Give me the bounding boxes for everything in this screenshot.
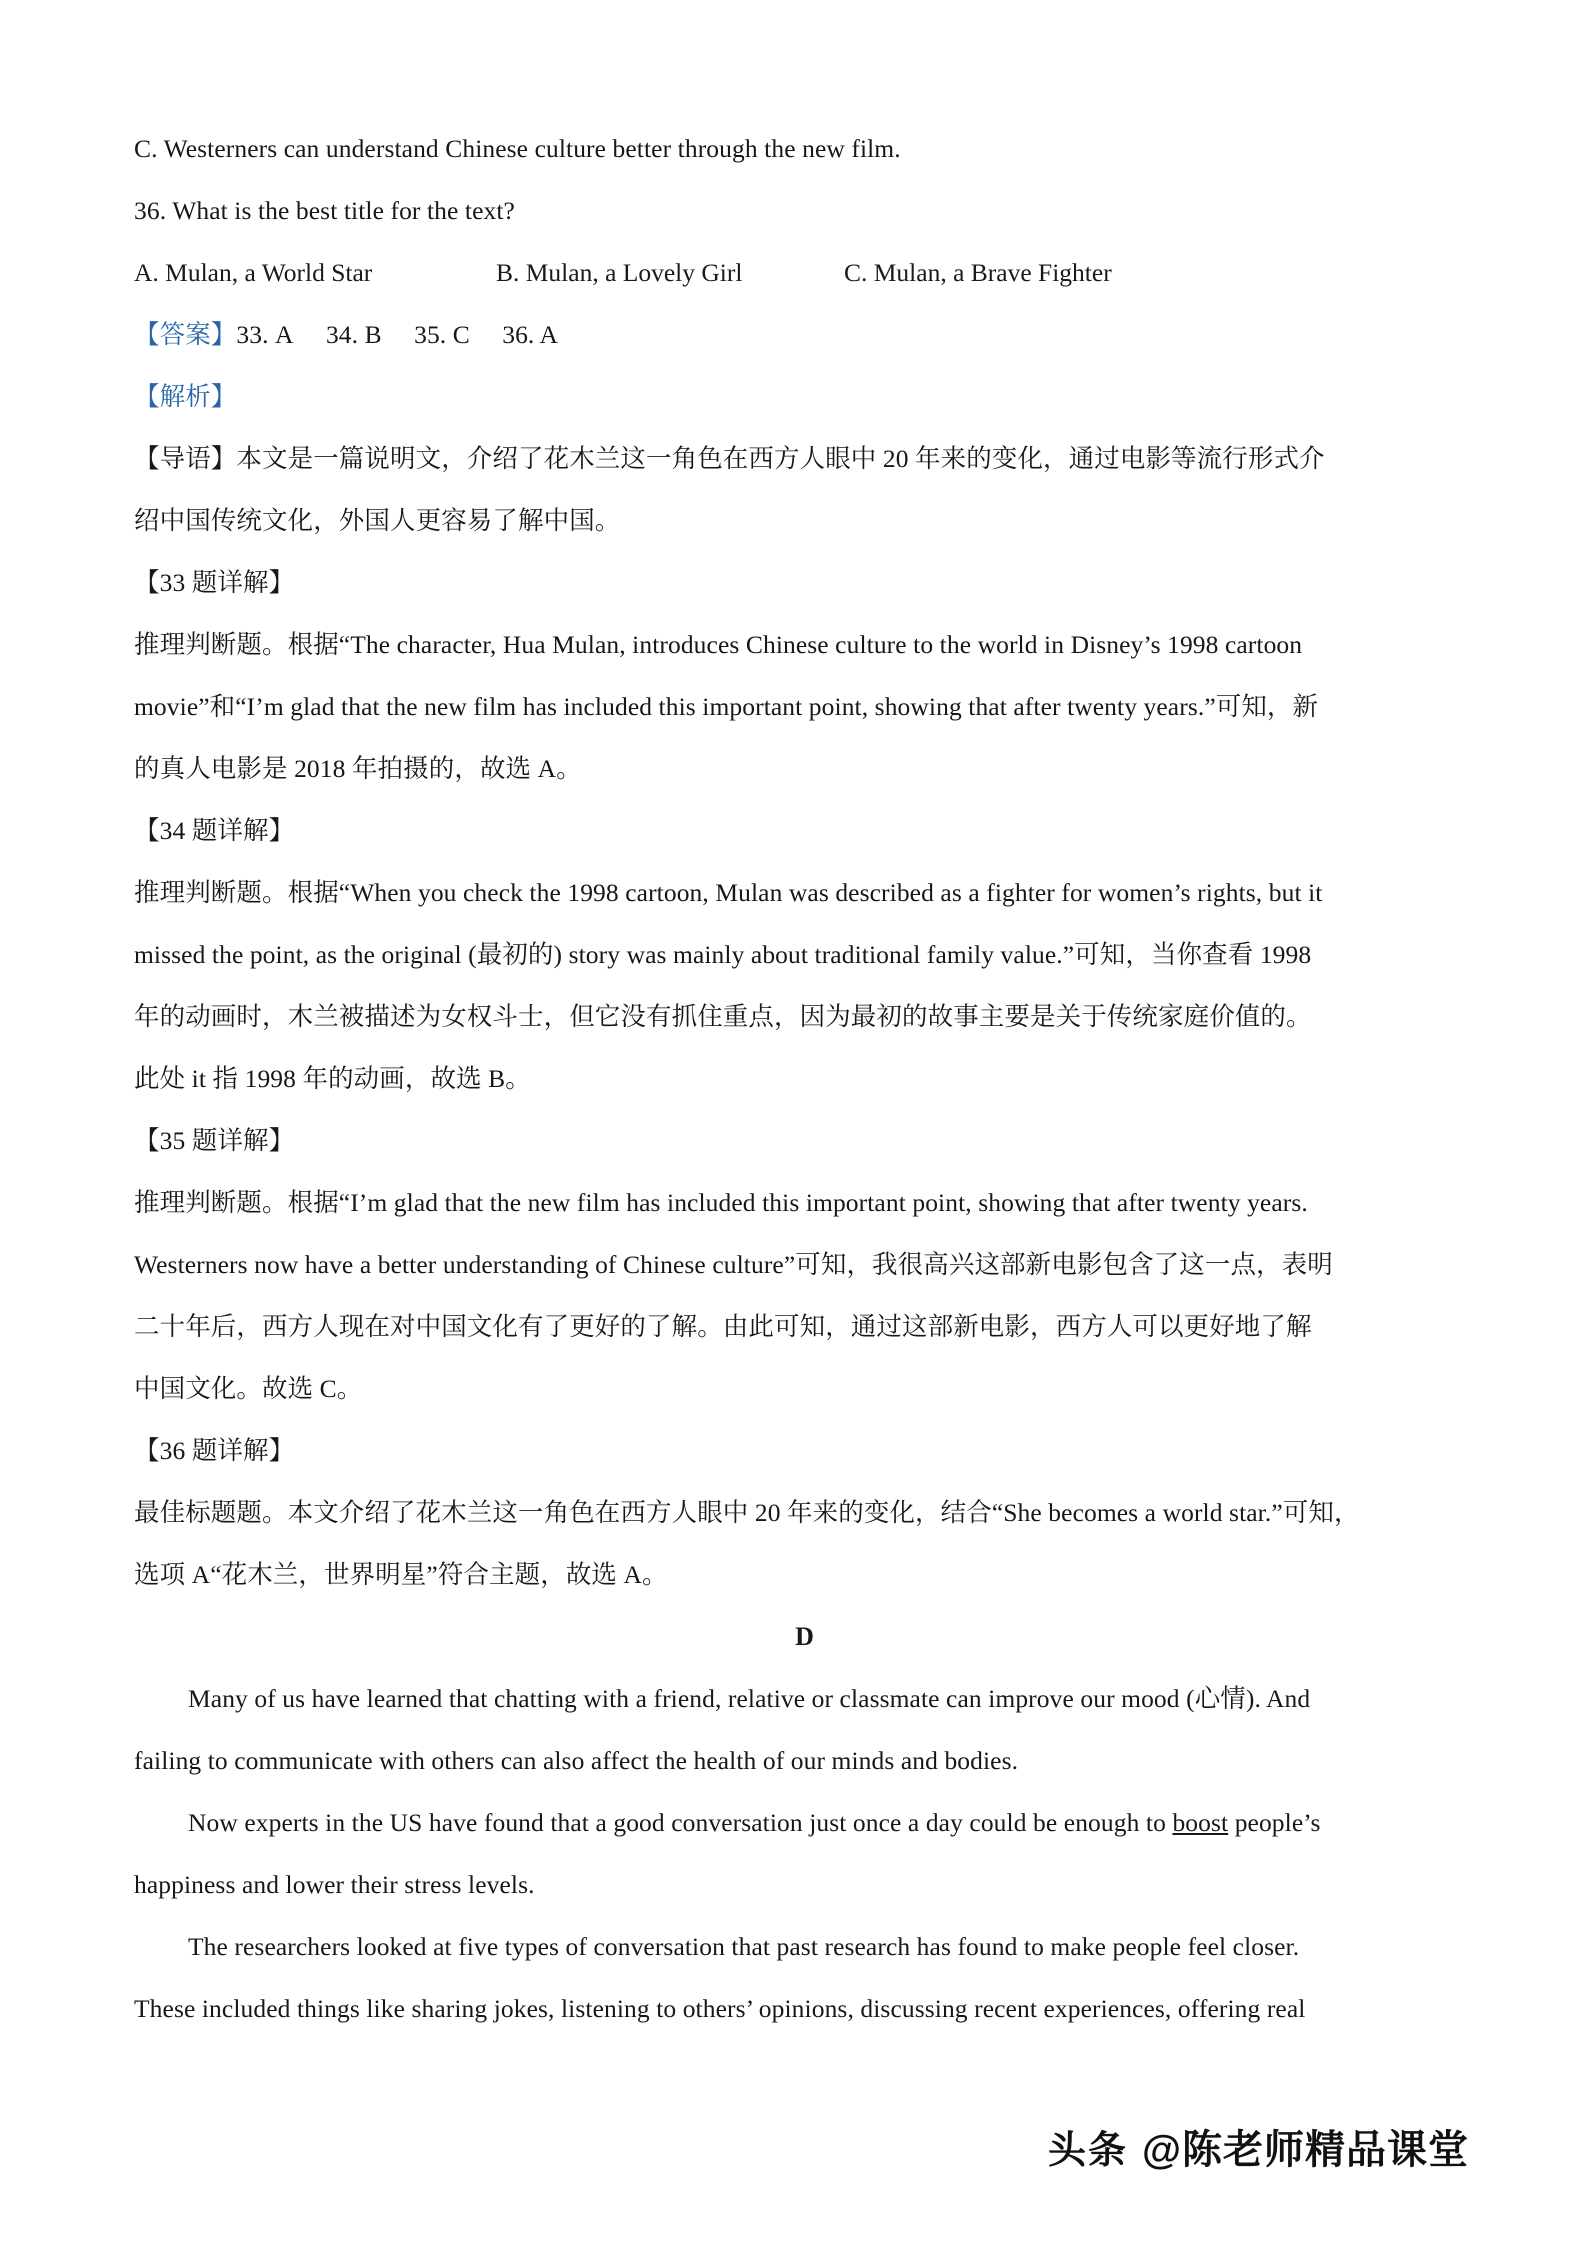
answer-34: 34. B — [325, 320, 382, 349]
detail-33-block — [134, 552, 1475, 800]
guide-label: 【导语】 — [134, 444, 237, 473]
passage-d-p3-line-2: These included things like sharing jokes, listening to others’ opinions, discussing recent experiences, offering real — [134, 1994, 1306, 2023]
passage-d-paragraph-3 — [134, 1916, 1475, 2040]
detail-34-block — [134, 800, 1475, 1110]
answer-35: 35. C — [414, 320, 470, 349]
detail-36-label: 【36 题详解】 — [134, 1436, 295, 1465]
question-36-option-c: C. Mulan, a Brave Fighter — [844, 258, 1112, 287]
detail-36-block — [134, 1420, 1475, 1606]
passage-d-paragraph-1 — [134, 1668, 1475, 1792]
guide-line-1 — [134, 428, 1475, 490]
passage-d-paragraph-2 — [134, 1792, 1475, 1916]
analysis-label: 【解析】 — [134, 382, 237, 411]
passage-d-p2-line-2: happiness and lower their stress levels. — [134, 1870, 535, 1899]
detail-35-line-2: Westerners now have a better understanding of Chinese culture”可知，我很高兴这部新电影包含了这一点，表明 — [134, 1250, 1333, 1279]
detail-36-line-2: 选项 A“花木兰，世界明星”符合主题，故选 A。 — [134, 1560, 668, 1589]
detail-35-block — [134, 1110, 1475, 1420]
guide-line-2: 绍中国传统文化，外国人更容易了解中国。 — [134, 506, 621, 535]
detail-35-line-4: 中国文化。故选 C。 — [134, 1374, 363, 1403]
answer-row — [134, 304, 1475, 366]
watermark — [1048, 2118, 1469, 2175]
question-36-option-a: A. Mulan, a World Star — [134, 258, 373, 287]
detail-35-label: 【35 题详解】 — [134, 1126, 295, 1155]
detail-34-line-3: 年的动画时，木兰被描述为女权斗士，但它没有抓住重点，因为最初的故事主要是关于传统家庭价值的。 — [134, 1002, 1312, 1031]
detail-34-label: 【34 题详解】 — [134, 816, 295, 845]
watermark-platform: 头条 — [1047, 2130, 1128, 2172]
passage-d-p2-line-1 — [134, 1792, 1475, 1854]
passage-d-p1-line-2: failing to communicate with others can also affect the health of our minds and bodies. — [134, 1746, 1019, 1775]
detail-36-line-1: 最佳标题题。本文介绍了花木兰这一角色在西方人眼中 20 年来的变化，结合“She becomes a world star.”可知， — [134, 1498, 1360, 1527]
underlined-word-boost: boost — [1172, 1808, 1229, 1837]
question-36-stem: 36. What is the best title for the text? — [134, 196, 515, 225]
detail-34-line-1: 推理判断题。根据“When you check the 1998 cartoon, Mulan was described as a fighter for women’s rights, but it — [134, 878, 1323, 907]
passage-d-heading: D — [795, 1622, 814, 1651]
answer-36: 36. A — [502, 320, 558, 349]
passage-d-p3-line-1: The researchers looked at five types of conversation that past research has found to make people feel closer. — [188, 1932, 1300, 1961]
detail-35-line-3: 二十年后，西方人现在对中国文化有了更好的了解。由此可知，通过这部新电影，西方人可以更好地了解 — [134, 1312, 1312, 1341]
detail-33-line-2: movie”和“I’m glad that the new film has included this important point, showing that after twenty years.”可知，新 — [134, 692, 1319, 721]
passage-d-p1-line-1: Many of us have learned that chatting with a friend, relative or classmate can improve our mood (心情). And — [188, 1684, 1311, 1713]
guide-block — [134, 428, 1475, 552]
detail-35-line-1: 推理判断题。根据“I’m glad that the new film has included this important point, showing that after twenty years. — [134, 1188, 1308, 1217]
answer-label: 【答案】 — [134, 320, 237, 349]
question-36-options — [134, 242, 1475, 304]
question-35-option-c: C. Westerners can understand Chinese culture better through the new film. — [134, 134, 901, 163]
detail-33-line-3: 的真人电影是 2018 年拍摄的，故选 A。 — [134, 754, 582, 783]
detail-33-label: 【33 题详解】 — [134, 568, 295, 597]
passage-d-p2-line-1-text: Now experts in the US have found that a good conversation just once a day could be enough to boost people’s — [188, 1808, 1321, 1837]
question-36-option-b: B. Mulan, a Lovely Girl — [496, 258, 743, 287]
answer-33: 33. A — [236, 320, 294, 349]
detail-33-line-1: 推理判断题。根据“The character, Hua Mulan, introduces Chinese culture to the world in Disney’s 1998 cartoon — [134, 630, 1303, 659]
watermark-account: @陈老师精品课堂 — [1141, 2128, 1469, 2172]
guide-text-1: 本文是一篇说明文，介绍了花木兰这一角色在西方人眼中 20 年来的变化，通过电影等流行形式介 — [236, 444, 1325, 473]
detail-34-line-4: 此处 it 指 1998 年的动画，故选 B。 — [134, 1064, 531, 1093]
detail-34-line-2: missed the point, as the original (最初的) story was mainly about traditional family value.”可知，当你查看 1998 — [134, 940, 1312, 969]
